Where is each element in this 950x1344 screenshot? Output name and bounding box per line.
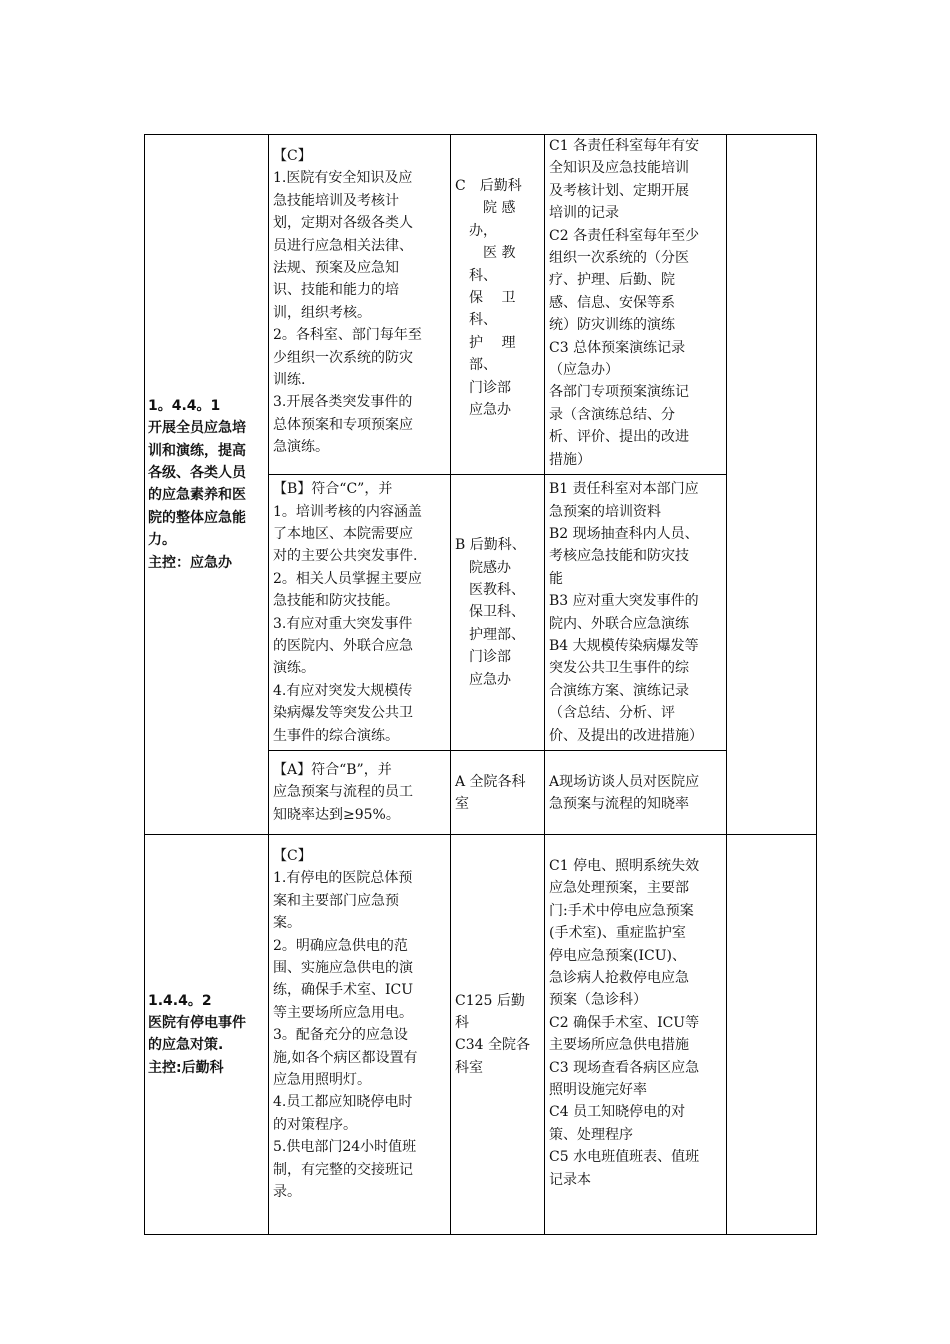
text-line: 总体预案和专项预案应	[273, 416, 413, 433]
department-lines	[455, 534, 540, 691]
text-line: B1 责任科室对本部门应	[549, 481, 699, 498]
text-line: 突发公共卫生事件的综	[549, 660, 689, 677]
text-line: 力。	[148, 532, 176, 549]
text-line: 1。培训考核的内容涵盖	[273, 503, 422, 520]
text-line: 办，	[455, 222, 497, 239]
evaluation-table	[144, 134, 817, 1235]
text-line: 的对策程序。	[273, 1116, 357, 1133]
text-line: 生事件的综合演练。	[273, 727, 399, 744]
requirement-cell	[269, 135, 451, 475]
text-line: 各部门专项预案演练记	[549, 384, 689, 401]
text-line: 划，定期对各级各类人	[273, 215, 413, 232]
method-cell	[545, 135, 727, 475]
text-line: 2。各科室、部门每年至	[273, 327, 422, 344]
text-line: 急诊病人抢救停电应急	[549, 970, 689, 986]
text-line: 的应急对策.	[148, 1037, 224, 1054]
text-line: 【C】	[273, 847, 312, 864]
text-line: 各级、各类人员	[148, 465, 246, 482]
text-line: 1.4.4。2	[148, 992, 212, 1009]
text-line: 识、技能和能力的培	[273, 282, 399, 299]
text-line: C2 确保手术室、ICU等	[549, 1014, 700, 1031]
department-cell	[451, 834, 545, 1234]
text-line: 价、及提出的改进措施）	[549, 727, 703, 744]
text-line: 训练.	[273, 372, 306, 389]
text-line: 染病爆发等突发公共卫	[273, 705, 413, 722]
text-line: 停电应急预案(ICU)、	[549, 947, 686, 964]
text-line: （含总结、分析、评	[549, 705, 675, 722]
text-line: 考核应急技能和防灾技	[549, 548, 689, 565]
requirement-cell	[269, 834, 451, 1234]
text-line: 施,如各个病区都设置有	[273, 1049, 418, 1066]
text-line: 4.员工都应知晓停电时	[273, 1094, 413, 1111]
text-line: 院感办	[455, 559, 511, 576]
text-line: 院的整体应急能	[148, 509, 246, 526]
requirement-lines	[273, 145, 446, 459]
text-line: 部、	[455, 357, 497, 374]
text-line: C 后勤科	[455, 178, 522, 194]
department-cell	[451, 750, 545, 834]
text-line: 1。4.4。1	[148, 397, 221, 414]
text-line: 3.开展各类突发事件的	[273, 394, 413, 411]
table-body	[145, 135, 817, 1235]
text-line: 急预案与流程的知晓率	[549, 796, 689, 813]
text-line: 4.有应对突发大规模传	[273, 682, 413, 699]
text-line: B2 现场抽查科内人员、	[549, 525, 699, 542]
text-line: 急预案的培训资料	[549, 503, 661, 520]
text-line: 等主要场所应急用电。	[273, 1004, 413, 1021]
requirement-lines	[273, 845, 446, 1204]
text-line: 2。相关人员掌握主要应	[273, 570, 422, 587]
method-lines	[549, 478, 722, 747]
method-lines	[549, 855, 722, 1191]
text-line: 科	[455, 1015, 469, 1032]
text-line: 室	[455, 796, 469, 813]
text-line: 【B】符合“C”，并	[273, 481, 393, 498]
text-line: 应急办	[455, 402, 511, 419]
text-line: 的应急素养和医	[148, 487, 246, 504]
department-lines	[455, 990, 540, 1080]
text-line: 练，确保手术室、ICU	[273, 982, 414, 999]
table-row	[145, 135, 817, 475]
text-line: C34 全院各	[455, 1037, 530, 1054]
text-line: 院内、外联合应急演练	[549, 615, 689, 632]
text-line: 录（含演练总结、分	[549, 406, 675, 423]
department-cell	[451, 135, 545, 475]
item-lines	[148, 990, 265, 1080]
text-line: 统）防灾训练的演练	[549, 317, 675, 334]
method-cell	[545, 475, 727, 751]
text-line: C4 员工知晓停电的对	[549, 1104, 686, 1121]
requirement-cell	[269, 750, 451, 834]
method-lines	[549, 771, 722, 816]
text-line: 医 教	[455, 245, 516, 262]
text-line: 员进行应急相关法律、	[273, 237, 413, 254]
text-line: 【C】	[273, 148, 312, 164]
text-line: 急技能和防灾技能。	[273, 593, 399, 610]
text-line: 录。	[273, 1184, 301, 1201]
text-line: 急演练。	[273, 439, 329, 456]
text-line: A现场访谈人员对医院应	[549, 773, 700, 790]
text-line: B 后勤科、	[455, 537, 526, 554]
text-line: 5.供电部门24小时值班	[273, 1139, 417, 1156]
text-line: 3.有应对重大突发事件	[273, 615, 413, 632]
text-line: 2。明确应急供电的范	[273, 937, 408, 954]
table-row	[145, 834, 817, 1234]
text-line: 门诊部	[455, 649, 511, 666]
text-line: 围、实施应急供电的演	[273, 960, 413, 976]
text-line: 院 感	[455, 200, 516, 217]
text-line: A 全院各科	[455, 773, 526, 790]
text-line: 应急办	[455, 671, 511, 688]
requirement-cell	[269, 475, 451, 751]
text-line: (手术室)、重症监护室	[549, 925, 686, 942]
text-line: 保 卫	[455, 290, 516, 307]
requirement-lines	[273, 759, 446, 826]
text-line: 主控：应急办	[148, 554, 232, 571]
text-line: 及考核计划、定期开展	[549, 182, 689, 199]
text-line: 训和演练，提高	[148, 442, 246, 459]
text-line: 案和主要部门应急预	[273, 892, 399, 909]
text-line: 主要场所应急供电措施	[549, 1037, 689, 1054]
text-line: C125 后勤	[455, 992, 525, 1009]
text-line: 全知识及应急技能培训	[549, 160, 689, 177]
text-line: 1.有停电的医院总体预	[273, 870, 413, 887]
text-line: （应急办）	[549, 362, 619, 379]
department-cell	[451, 475, 545, 751]
text-line: 科、	[455, 267, 497, 284]
item-cell	[145, 135, 269, 835]
text-line: 法规、预案及应急知	[273, 260, 399, 277]
remarks-cell	[727, 834, 817, 1234]
text-line: C1 各责任科室每年有安	[549, 138, 700, 154]
text-line: 照明设施完好率	[549, 1082, 647, 1099]
text-line: 合演练方案、演练记录	[549, 682, 689, 699]
text-line: 案。	[273, 915, 301, 932]
text-line: 演练。	[273, 660, 315, 677]
text-line: 析、评价、提出的改进	[549, 429, 689, 446]
text-line: C3 现场查看各病区应急	[549, 1059, 700, 1076]
text-line: C3 总体预案演练记录	[549, 339, 686, 356]
text-line: 训，组织考核。	[273, 304, 371, 321]
text-line: B3 应对重大突发事件的	[549, 593, 699, 610]
method-lines	[549, 135, 722, 471]
text-line: 应急处理预案，主要部	[549, 880, 689, 897]
department-lines	[455, 175, 540, 421]
text-line: 护理部、	[455, 626, 525, 643]
text-line: 开展全员应急培	[148, 420, 246, 437]
text-line: 【A】符合“B”，并	[273, 761, 392, 778]
text-line: 保卫科、	[455, 604, 525, 621]
text-line: 应急用照明灯。	[273, 1072, 371, 1089]
text-line: 对的主要公共突发事件.	[273, 548, 418, 565]
text-line: C5 水电班值班表、值班	[549, 1149, 700, 1166]
text-line: 制，有完整的交接班记	[273, 1161, 413, 1178]
text-line: 急技能培训及考核计	[273, 192, 399, 209]
text-line: 3。配备充分的应急设	[273, 1027, 408, 1044]
text-line: 的医院内、外联合应急	[273, 637, 413, 654]
text-line: C1 停电、照明系统失效	[549, 857, 700, 874]
text-line: 策、处理程序	[549, 1126, 633, 1143]
text-line: 科室	[455, 1059, 483, 1076]
text-line: 门诊部	[455, 379, 511, 396]
text-line: 护 理	[455, 334, 516, 351]
text-line: 主控:后勤科	[148, 1059, 224, 1076]
department-lines	[455, 771, 540, 816]
text-line: 应急预案与流程的员工	[273, 784, 413, 801]
text-line: 培训的记录	[549, 205, 619, 222]
text-line: 1.医院有安全知识及应	[273, 170, 413, 187]
text-line: 医院有停电事件	[148, 1015, 246, 1032]
item-lines	[148, 395, 265, 574]
text-line: 措施）	[549, 451, 591, 468]
text-line: 科、	[455, 312, 497, 329]
item-cell	[145, 834, 269, 1234]
text-line: 预案（急诊科）	[549, 992, 647, 1009]
method-cell	[545, 834, 727, 1234]
text-line: 医教科、	[455, 581, 525, 598]
requirement-lines	[273, 478, 446, 747]
text-line: 能	[549, 570, 563, 587]
text-line: C2 各责任科室每年至少	[549, 227, 700, 244]
remarks-cell	[727, 135, 817, 835]
text-line: 疗、护理、后勤、院	[549, 272, 675, 289]
text-line: 记录本	[549, 1171, 591, 1188]
text-line: 了本地区、本院需要应	[273, 525, 413, 542]
text-line: 感、信息、安保等系	[549, 294, 675, 311]
text-line: 组织一次系统的（分医	[549, 250, 689, 267]
method-cell	[545, 750, 727, 834]
text-line: B4 大规模传染病爆发等	[549, 637, 699, 654]
text-line: 少组织一次系统的防灾	[273, 349, 413, 366]
text-line: 知晓率达到≥95%。	[273, 806, 400, 823]
text-line: 门:手术中停电应急预案	[549, 902, 694, 919]
